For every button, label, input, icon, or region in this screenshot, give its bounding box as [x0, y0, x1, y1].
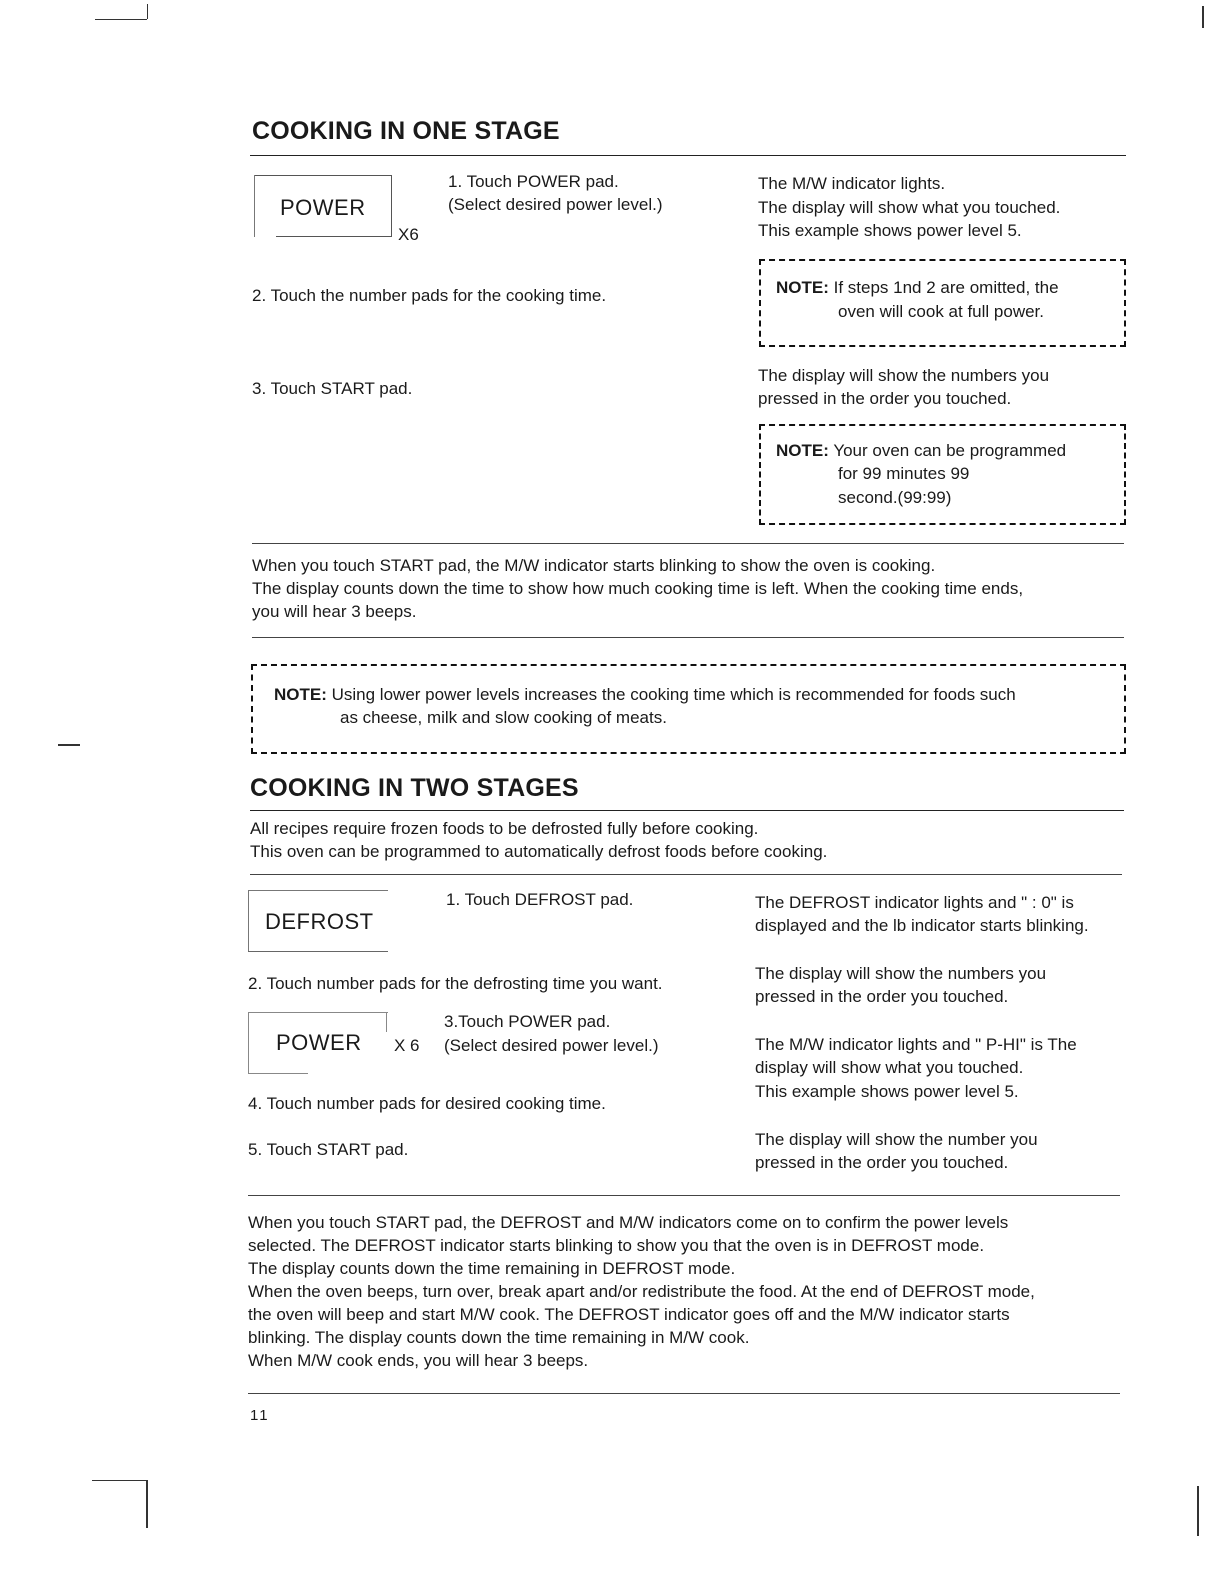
s2-summary: [248, 1211, 1128, 1372]
section1-end-rule: [252, 637, 1124, 638]
s2-step2: 2. Touch number pads for the defrosting time you want.: [248, 974, 663, 993]
s2-step3-right-3: This example shows power level 5.: [755, 1082, 1019, 1101]
s2-intro-line2: This oven can be programmed to automatically defrost foods before cooking.: [250, 842, 828, 861]
s2-step2-right-1: The display will show the numbers you: [755, 964, 1047, 983]
defrost-pad-label: DEFROST: [265, 909, 374, 934]
s1-step3-right-1: The display will show the numbers you: [758, 366, 1050, 385]
s2-step4: 4. Touch number pads for desired cooking time.: [248, 1094, 606, 1113]
s2-summary-line6: blinking. The display counts down the time remaining in M/W cook.: [248, 1328, 750, 1347]
s1-step1-sub: (Select desired power level.): [448, 195, 663, 214]
note1-line2: oven will cook at full power.: [838, 302, 1044, 321]
s2-step1-right-2: displayed and the lb indicator starts blinking.: [755, 916, 1089, 935]
page-number: 11: [250, 1407, 270, 1424]
s2-step5-right-1: The display will show the number you: [755, 1130, 1038, 1149]
section2-title-rule: [250, 810, 1124, 811]
note2-line3: second.(99:99): [838, 488, 952, 507]
s2-summary-line1: When you touch START pad, the DEFROST and M/W indicators come on to confirm the power levels: [248, 1213, 1009, 1232]
s1-summary-line2: The display counts down the time to show how much cooking time is left. When the cooking time ends,: [252, 579, 1024, 598]
section1-title-rule: [250, 155, 1126, 156]
s2-step5-right-2: pressed in the order you touched.: [755, 1153, 1009, 1172]
note1-line1: If steps 1nd 2 are omitted, the: [833, 278, 1059, 297]
s2-summary-line7: When M/W cook ends, you will hear 3 beeps.: [248, 1351, 589, 1370]
s2-step1-right-1: The DEFROST indicator lights and " : 0" is: [755, 893, 1074, 912]
s2-summary-line2: selected. The DEFROST indicator starts blinking to show you that the oven is in DEFROST mode.: [248, 1236, 985, 1255]
s2-step1: 1. Touch DEFROST pad.: [446, 890, 634, 909]
note2-line1: Your oven can be programmed: [833, 441, 1067, 460]
scan-mark-margin: [58, 744, 80, 746]
s2-step5: 5. Touch START pad.: [248, 1140, 409, 1159]
s2-summary-line4: When the oven beeps, turn over, break apart and/or redistribute the food. At the end of DEFROST mode,: [248, 1282, 1035, 1301]
section1-summary-rule: [252, 543, 1124, 544]
section1-title: COOKING IN ONE STAGE: [252, 117, 560, 145]
note1-label: NOTE:: [776, 278, 829, 297]
note2-line2: for 99 minutes 99: [838, 464, 970, 483]
s1-step1-right-3: This example shows power level 5.: [758, 221, 1022, 240]
note2: [776, 439, 1066, 462]
wide-note-line2: as cheese, milk and slow cooking of meats.: [340, 708, 667, 727]
s2-step3-right-2: display will show what you touched.: [755, 1058, 1024, 1077]
section2-summary-rule: [248, 1195, 1120, 1196]
s2-step2-right-2: pressed in the order you touched.: [755, 987, 1009, 1006]
s2-step3-right-1: The M/W indicator lights and " P-HI" is The: [755, 1035, 1077, 1054]
section2-end-rule: [248, 1393, 1120, 1394]
s2-intro-line1: All recipes require frozen foods to be defrosted fully before cooking.: [250, 819, 759, 838]
s1-summary: [252, 554, 1132, 623]
s1-summary-line1: When you touch START pad, the M/W indicator starts blinking to show the oven is cooking.: [252, 556, 936, 575]
s1-step1: 1. Touch POWER pad.: [448, 172, 619, 191]
wide-note-line1: Using lower power levels increases the cooking time which is recommended for foods such: [331, 685, 1016, 704]
s2-step3: 3.Touch POWER pad.: [444, 1012, 611, 1031]
scan-mark-bottom-right: [1197, 1486, 1199, 1536]
power-pad-2-label: POWER: [276, 1030, 362, 1055]
s2-step3-sub: (Select desired power level.): [444, 1036, 659, 1055]
note1: [776, 276, 1059, 299]
section2-title: COOKING IN TWO STAGES: [250, 774, 579, 802]
s1-step1-right-2: The display will show what you touched.: [758, 198, 1061, 217]
s2-summary-line5: the oven will beep and start M/W cook. The DEFROST indicator goes off and the M/W indicator starts: [248, 1305, 1010, 1324]
scan-mark-top-left: [95, 19, 147, 20]
s2-summary-line3: The display counts down the time remaining in DEFROST mode.: [248, 1259, 736, 1278]
section2-intro-rule: [250, 874, 1122, 875]
power-pad-multiplier: X6: [398, 225, 419, 244]
scan-mark-bottom-left: [146, 1480, 148, 1528]
scan-mark-bottom-left-h: [92, 1480, 146, 1481]
power-pad-2-multiplier: X 6: [394, 1036, 420, 1055]
wide-note: [274, 683, 1016, 706]
s1-step3-right-2: pressed in the order you touched.: [758, 389, 1012, 408]
s1-summary-line3: you will hear 3 beeps.: [252, 602, 417, 621]
scan-mark-top-right: [1202, 6, 1204, 28]
s1-step3: 3. Touch START pad.: [252, 379, 413, 398]
note2-label: NOTE:: [776, 441, 829, 460]
power-pad-label: POWER: [280, 195, 366, 220]
s1-step2: 2. Touch the number pads for the cooking time.: [252, 286, 607, 305]
wide-note-label: NOTE:: [274, 685, 327, 704]
s2-intro: [250, 817, 1130, 863]
s1-step1-right-1: The M/W indicator lights.: [758, 174, 946, 193]
scan-mark-top-left-v: [147, 4, 148, 19]
